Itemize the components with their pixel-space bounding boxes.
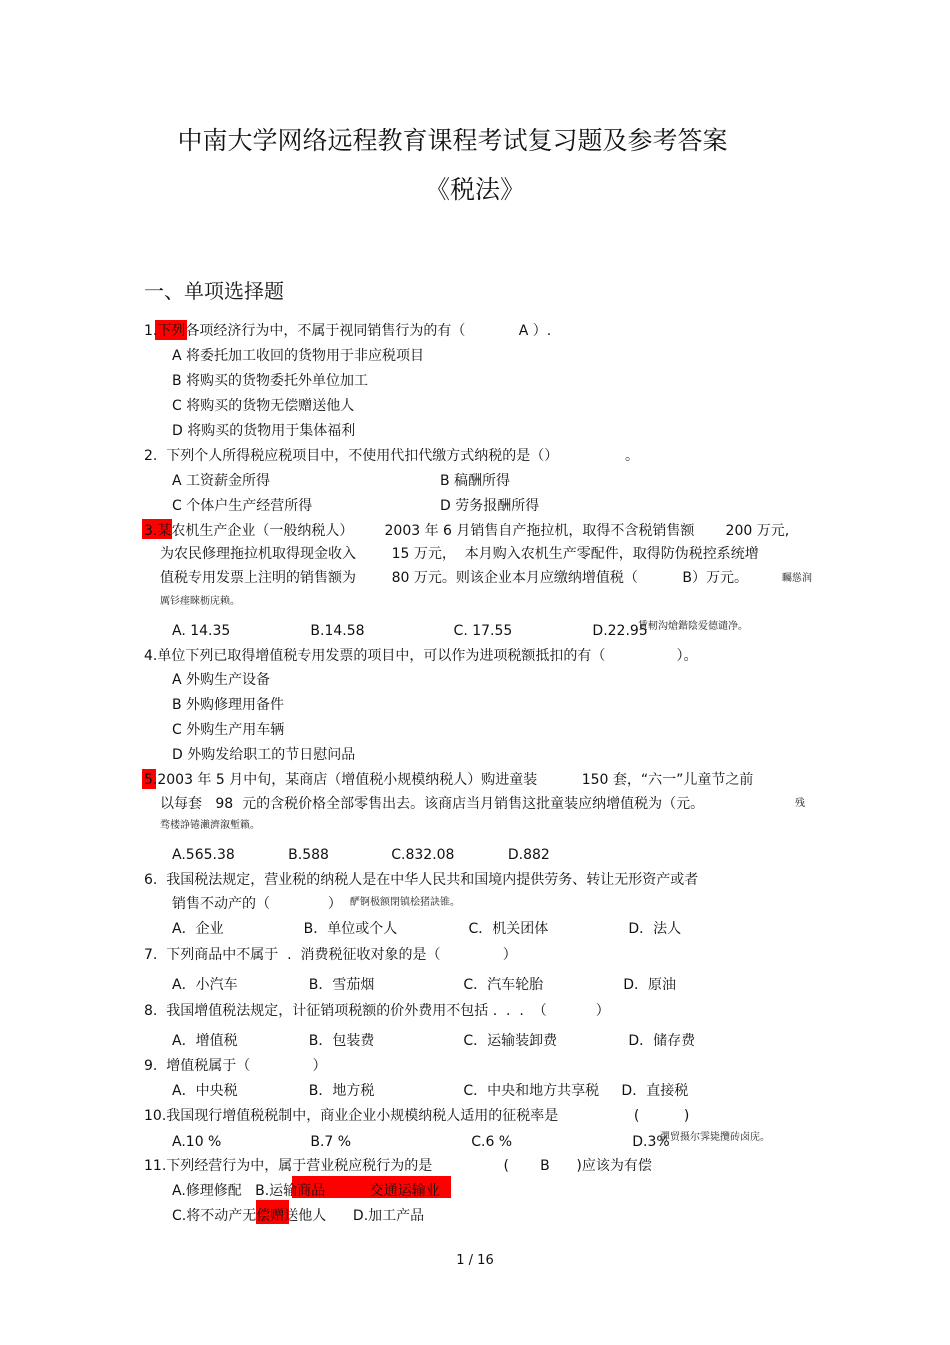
question-line-q9: 9. 增值税属于（ ）: [144, 1058, 327, 1074]
note-n5a: 残: [795, 798, 805, 809]
question-line-q6: 6. 我国税法规定，营业税的纳税人是在中华人民共和国境内提供劳务、转让无形资产或者: [144, 872, 699, 888]
note-n3b: 厲钐瘗睞枥庑赖。: [160, 596, 240, 607]
note-n3c: 賃軔沟熗鍇陰爱德谴净。: [638, 621, 748, 632]
question-line-q11ab: A.修理修配 B.运输商品 交通运输业: [172, 1183, 440, 1199]
question-line-q4: 4.单位下列已取得增值税专用发票的项目中，可以作为进项税额抵扣的有（ ）。: [144, 648, 698, 664]
question-line-q4d: D 外购发给职工的节日慰问品: [172, 747, 356, 763]
question-line-q1d: D 将购买的货物用于集体福利: [172, 423, 356, 439]
question-line-q3l2: 为农民修理拖拉机取得现金收入 15 万元， 本月购入农机生产零配件，取得防伪税控系统增: [160, 546, 759, 562]
question-line-q10opts: A.10 % B.7 % C.6 % D.3%: [172, 1134, 670, 1150]
note-n3a: 矚慫润: [782, 573, 812, 584]
question-line-q2d: D 劳务报酬所得: [440, 498, 540, 514]
question-line-q4a: A 外购生产设备: [172, 672, 271, 688]
question-line-q1b: B 将购买的货物委托外单位加工: [172, 373, 369, 389]
question-line-q10: 10.我国现行增值税税制中，商业企业小规模纳税人适用的征税率是 ( ): [144, 1108, 690, 1124]
section-title: 一、单项选择题: [144, 279, 284, 303]
note-n5b: 骛楼諍锩瀨濟溆塹籟。: [160, 820, 260, 831]
question-line-q3: 3.某农机生产企业（一般纳税人） 2003 年 6 月销售自产拖拉机，取得不含税销售额 200 万元,: [144, 523, 790, 539]
note-n6: 酽锕极额閉镇桧猪訣锥。: [350, 897, 460, 908]
note-n10: 彈贸摄尔霁毙攬砖卤庑。: [660, 1132, 770, 1143]
question-line-q11: 11.下列经营行为中，属于营业税应税行为的是 ( B )应该为有偿: [144, 1158, 652, 1174]
question-line-q2c: C 个体户生产经营所得: [172, 498, 313, 514]
question-line-q5: 5.2003 年 5 月中旬，某商店（增值税小规模纳税人）购进童装 150 套，“六一”儿童节之前: [144, 772, 754, 788]
question-line-q5l2: 以每套 98 元的含税价格全部零售出去。该商店当月销售这批童装应纳增值税为（元。: [160, 796, 705, 812]
question-line-q3opts: A. 14.35 B.14.58 C. 17.55 D.22.95: [172, 623, 648, 639]
question-line-q11cd: C.将不动产无偿赠送他人 D.加工产品: [172, 1208, 425, 1224]
question-line-q8opts: A．增值税 B．包装费 C．运输装卸费 D．储存费: [172, 1033, 696, 1049]
question-line-q2a: A 工资薪金所得: [172, 473, 271, 489]
question-line-q5opts: A.565.38 B.588 C.832.08 D.882: [172, 847, 550, 863]
question-line-q7: 7. 下列商品中不属于 . 消费税征收对象的是（ ）: [144, 947, 517, 963]
question-line-q3l3: 值税专用发票上注明的销售额为 80 万元。则该企业本月应缴纳增值税（ B）万元。: [160, 570, 748, 586]
question-line-q7opts: A．小汽车 B．雪茄烟 C．汽车轮胎 D．原油: [172, 977, 677, 993]
question-line-q2end: 。: [625, 448, 639, 464]
question-line-q4b: B 外购修理用备件: [172, 697, 285, 713]
question-line-q1: 1.下列各项经济行为中，不属于视同销售行为的有（ A ）.: [144, 323, 552, 339]
question-line-q6opts: A．企业 B．单位或个人 C．机关团体 D．法人: [172, 921, 682, 937]
question-line-q1a: A 将委托加工收回的货物用于非应税项目: [172, 348, 425, 364]
page-number: 1 / 16: [456, 1253, 494, 1268]
question-line-q6l2: 销售不动产的（ ）: [172, 896, 342, 912]
page-title: 中南大学网络远程教育课程考试复习题及参考答案: [177, 126, 728, 155]
question-line-q2b: B 稿酬所得: [440, 473, 511, 489]
question-line-q9opts: A．中央税 B．地方税 C．中央和地方共享税 D．直接税: [172, 1083, 689, 1099]
question-line-q4c: C 外购生产用车辆: [172, 722, 285, 738]
question-line-q2: 2. 下列个人所得税应税项目中，不使用代扣代缴方式纳税的是（）: [144, 448, 559, 464]
question-line-q1c: C 将购买的货物无偿赠送他人: [172, 398, 355, 414]
page-subtitle: 《税法》: [424, 175, 525, 204]
question-line-q8: 8. 我国增值税法规定，计征销项税额的价外费用不包括 . . . （ ）: [144, 1003, 610, 1019]
